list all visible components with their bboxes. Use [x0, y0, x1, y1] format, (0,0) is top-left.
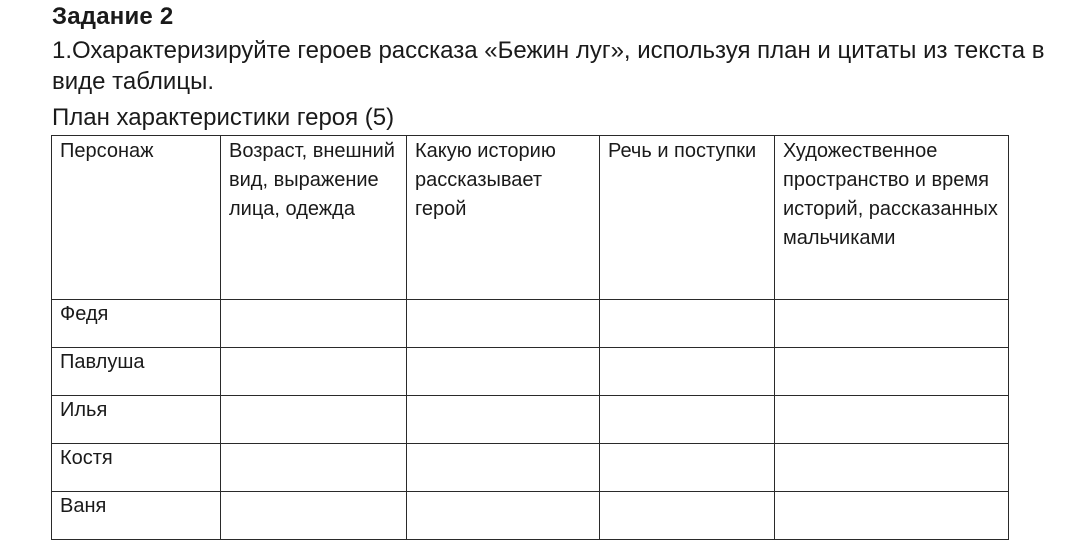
- empty-cell: [407, 396, 600, 444]
- empty-cell: [600, 396, 775, 444]
- character-name: Костя: [52, 444, 221, 492]
- table-row: [52, 444, 1009, 492]
- table-row: [52, 396, 1009, 444]
- hero-characteristics-table: [51, 135, 1009, 540]
- header-story: Какую историю рассказывает герой: [407, 136, 600, 300]
- character-name: Павлуша: [52, 348, 221, 396]
- character-name: Ваня: [52, 492, 221, 540]
- empty-cell: [407, 492, 600, 540]
- header-appearance: Возраст, внешний вид, выражение лица, одежда: [221, 136, 407, 300]
- task-heading: Задание 2: [52, 3, 174, 30]
- empty-cell: [407, 444, 600, 492]
- empty-cell: [775, 348, 1009, 396]
- empty-cell: [221, 492, 407, 540]
- empty-cell: [221, 300, 407, 348]
- empty-cell: [775, 492, 1009, 540]
- header-speech-actions: Речь и поступки: [600, 136, 775, 300]
- empty-cell: [221, 396, 407, 444]
- table-row: [52, 492, 1009, 540]
- empty-cell: [600, 444, 775, 492]
- plan-title: План характеристики героя (5): [52, 104, 395, 131]
- empty-cell: [221, 444, 407, 492]
- character-name: Федя: [52, 300, 221, 348]
- empty-cell: [600, 348, 775, 396]
- empty-cell: [221, 348, 407, 396]
- character-name: Илья: [52, 396, 221, 444]
- header-character: Персонаж: [52, 136, 221, 300]
- table-header-row: [52, 136, 1009, 300]
- empty-cell: [407, 348, 600, 396]
- empty-cell: [775, 444, 1009, 492]
- empty-cell: [600, 300, 775, 348]
- empty-cell: [775, 300, 1009, 348]
- empty-cell: [600, 492, 775, 540]
- table-row: [52, 348, 1009, 396]
- empty-cell: [775, 396, 1009, 444]
- task-text: 1.Охарактеризируйте героев рассказа «Бежин луг», используя план и цитаты из текста в виде таблицы.: [52, 37, 1045, 95]
- empty-cell: [407, 300, 600, 348]
- table-row: [52, 300, 1009, 348]
- header-space-time: Художественное пространство и время историй, рассказанных мальчиками: [775, 136, 1009, 300]
